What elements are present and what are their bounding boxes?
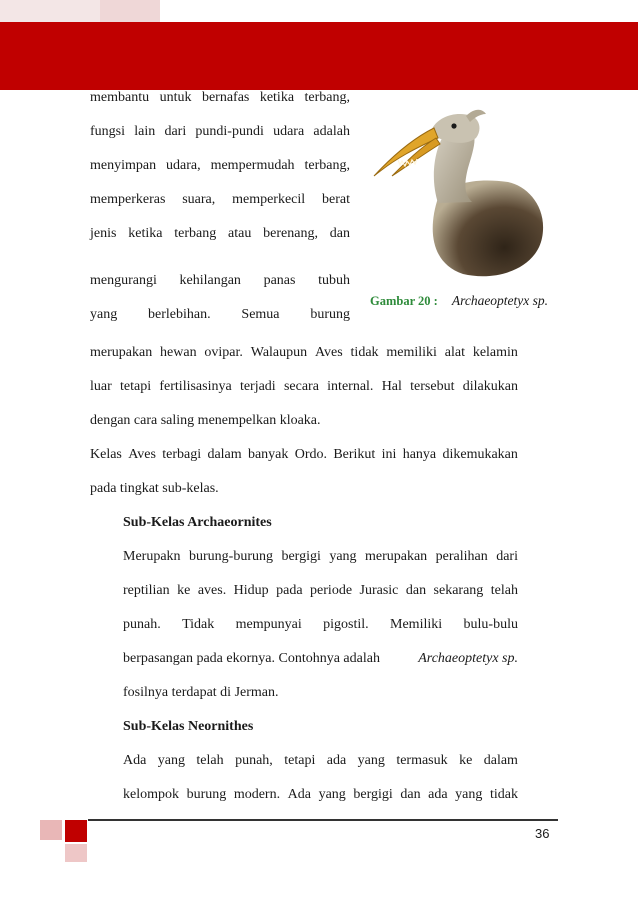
- text-line: [123, 615, 518, 635]
- word: Walaupun: [250, 345, 308, 360]
- word: dan: [400, 787, 421, 802]
- word: mempunyai: [235, 617, 302, 632]
- word: memiliki: [386, 345, 437, 360]
- word: punah,: [235, 753, 273, 768]
- word: tidak: [350, 345, 379, 360]
- word: burung: [186, 787, 227, 802]
- word: ada: [428, 787, 448, 802]
- word: ada: [326, 753, 347, 768]
- word: yang: [318, 787, 346, 802]
- word: dalam: [483, 753, 518, 768]
- word: telah: [196, 753, 224, 768]
- word: tetapi: [284, 753, 316, 768]
- text-line: [90, 271, 350, 291]
- archaeopteryx-illustration: [368, 98, 554, 278]
- word: dan: [329, 226, 350, 241]
- word: ketika: [128, 226, 163, 241]
- word: telah: [490, 583, 518, 598]
- word: berlebihan.: [148, 307, 211, 322]
- word: terjadi: [239, 379, 276, 394]
- footer-square-pale: [40, 820, 62, 840]
- text-line: [123, 785, 518, 805]
- word: Berikut: [333, 447, 376, 462]
- word: tersebut: [410, 379, 455, 394]
- text-line: [90, 377, 518, 397]
- word: dan: [405, 583, 427, 598]
- word: pundi-pundi: [195, 124, 264, 139]
- word: sekarang: [433, 583, 484, 598]
- header-tab-accent: [100, 0, 160, 22]
- example-species: Archaeoptetyx sp.: [418, 651, 518, 666]
- header-tab-light: [0, 0, 100, 22]
- word: terbagi: [162, 447, 202, 462]
- word: ke: [177, 583, 191, 598]
- word: berat: [321, 192, 350, 207]
- word: adalah: [313, 124, 350, 139]
- text-line: [90, 156, 350, 176]
- word: Hal: [381, 379, 402, 394]
- word: ini: [381, 447, 397, 462]
- word: pigostil.: [323, 617, 369, 632]
- word: kehilangan: [179, 273, 241, 288]
- word: dalam: [207, 447, 242, 462]
- footer-square-red: [65, 820, 87, 842]
- text-line: fosilnya terdapat di Jerman.: [123, 685, 279, 700]
- page-number: 36: [535, 826, 550, 841]
- word: hanya: [402, 447, 437, 462]
- word: fertilisasinya: [159, 379, 232, 394]
- word: untuk: [159, 90, 192, 105]
- word: tubuh: [318, 273, 350, 288]
- word: internal.: [327, 379, 374, 394]
- word: pada: [276, 583, 303, 598]
- word: modern.: [233, 787, 281, 802]
- text-line: pada tingkat sub-kelas.: [90, 481, 219, 496]
- word: suara,: [182, 192, 216, 207]
- word: membantu: [90, 90, 150, 105]
- word: berenang,: [263, 226, 318, 241]
- word: dikemukakan: [442, 447, 518, 462]
- word: udara: [273, 124, 305, 139]
- word: yang: [357, 753, 385, 768]
- word: tetapi: [120, 379, 152, 394]
- word: hewan: [160, 345, 197, 360]
- word: burung-burung: [189, 549, 273, 564]
- example-prefix: berpasangan pada ekornya. Contohnya adalah: [123, 651, 380, 666]
- section-heading: Sub-Kelas Neornithes: [123, 719, 254, 734]
- word: luar: [90, 379, 112, 394]
- word: kelompok: [123, 787, 179, 802]
- word: dilakukan: [462, 379, 518, 394]
- word: burung: [310, 307, 350, 322]
- word: ovipar.: [204, 345, 243, 360]
- word: Kelas: [90, 447, 122, 462]
- word: Ordo.: [294, 447, 327, 462]
- word: yang: [90, 307, 118, 322]
- word: Aves: [128, 447, 156, 462]
- text-line: [90, 343, 518, 363]
- word: ketika: [259, 90, 295, 105]
- word: terbang,: [304, 90, 350, 105]
- archaeopteryx-figure: [368, 98, 554, 278]
- word: merupakan: [364, 549, 428, 564]
- text-line: [90, 305, 350, 325]
- section-heading: Sub-Kelas Archaeornites: [123, 515, 272, 530]
- word: secara: [283, 379, 319, 394]
- word: Merupakn: [123, 549, 181, 564]
- figure-caption-species: Archaeoptetyx sp.: [451, 293, 549, 308]
- word: banyak: [247, 447, 289, 462]
- word: punah.: [123, 617, 161, 632]
- word: Ada: [287, 787, 311, 802]
- word: bergigi: [353, 787, 393, 802]
- word: tidak: [489, 787, 518, 802]
- word: Aves: [314, 345, 343, 360]
- word: Tidak: [182, 617, 215, 632]
- word: Ada: [123, 753, 147, 768]
- word: dari: [164, 124, 187, 139]
- word: merupakan: [90, 345, 153, 360]
- word: peralihan: [435, 549, 488, 564]
- figure-caption: [370, 292, 590, 310]
- word: jenis: [90, 226, 117, 241]
- text-line: dengan cara saling menempelkan kloaka.: [90, 413, 321, 428]
- text-line: [123, 581, 518, 601]
- word: yang: [455, 787, 483, 802]
- text-line: [90, 224, 350, 244]
- footer-rule: [88, 819, 558, 821]
- word: yang: [157, 753, 185, 768]
- text-line: [123, 547, 518, 567]
- word: panas: [263, 273, 296, 288]
- word: alat: [444, 345, 465, 360]
- word: bergigi: [281, 549, 321, 564]
- text-line: [90, 445, 518, 465]
- word: menyimpan: [90, 158, 157, 173]
- word: Hidup: [233, 583, 269, 598]
- word: atau: [228, 226, 252, 241]
- word: periode: [310, 583, 353, 598]
- figure-caption-label: Gambar 20 :: [370, 294, 438, 308]
- word: bernafas: [201, 90, 250, 105]
- word: reptilian: [123, 583, 170, 598]
- word: bulu-bulu: [463, 617, 518, 632]
- word: lain: [134, 124, 156, 139]
- text-line: [90, 88, 350, 108]
- word: mempermudah: [210, 158, 295, 173]
- footer-square-pale-lower: [65, 844, 87, 862]
- word: udara,: [166, 158, 201, 173]
- text-line: [90, 190, 350, 210]
- word: dari: [496, 549, 518, 564]
- text-line: [90, 122, 350, 142]
- word: memperkecil: [232, 192, 306, 207]
- text-line: [123, 751, 518, 771]
- word: yang: [329, 549, 357, 564]
- word: memperkeras: [90, 192, 166, 207]
- word: Memiliki: [390, 617, 443, 632]
- word: Jurasic: [359, 583, 399, 598]
- word: ke: [459, 753, 473, 768]
- header-band: [0, 22, 638, 90]
- word: termasuk: [396, 753, 448, 768]
- word: terbang: [174, 226, 217, 241]
- word: Semua: [241, 307, 280, 322]
- text-line-example: [123, 649, 518, 669]
- word: mengurangi: [90, 273, 157, 288]
- word: terbang,: [304, 158, 350, 173]
- word: kelamin: [472, 345, 518, 360]
- word: aves.: [197, 583, 227, 598]
- word: fungsi: [90, 124, 125, 139]
